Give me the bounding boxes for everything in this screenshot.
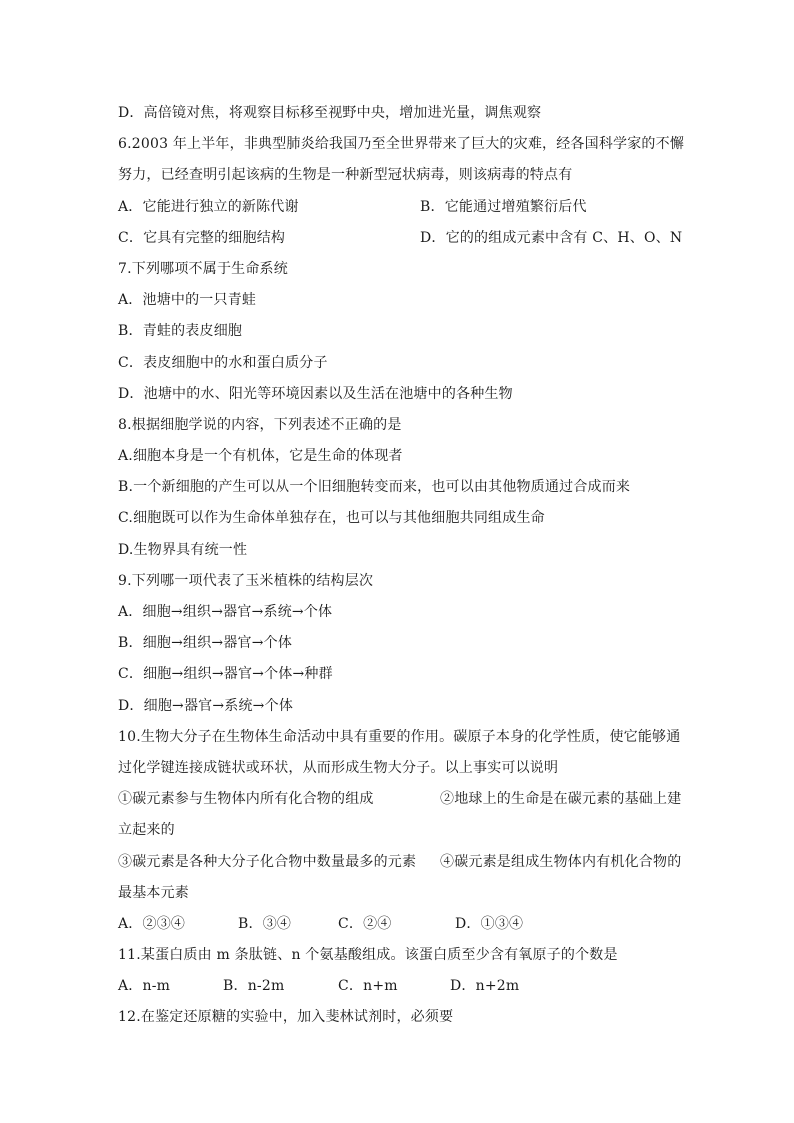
q11-options <box>118 971 688 1002</box>
q10-statement-2: ②地球上的生命是在碳元素的基础上建 <box>440 791 682 808</box>
q6-stem-line2: 努力，已经查明引起该病的生物是一种新型冠状病毒，则该病毒的特点有 <box>118 167 573 184</box>
q10-statements-row2 <box>118 847 688 878</box>
q6-option-b: B．它能通过增殖繁衍后代 <box>420 198 587 215</box>
q8-option-b: B.一个新细胞的产生可以从一个旧细胞转变而来，也可以由其他物质通过合成而来 <box>118 479 631 496</box>
q9-stem: 9.下列哪一项代表了玉米植株的结构层次 <box>118 572 374 589</box>
q10-statement-3: ③碳元素是各种大分子化合物中数量最多的元素 <box>118 853 417 870</box>
q6-stem-line1: 6.2003 年上半年，非典型肺炎给我国乃至全世界带来了巨大的灾难，经各国科学家的不懈 <box>118 136 685 153</box>
q11-option-a: A．n-m <box>118 978 171 995</box>
q10-stem-line2: 过化学键连接成链状或环状，从而形成生物大分子。以上事实可以说明 <box>118 759 559 776</box>
q5-option-d: D．高倍镜对焦，将观察目标移至视野中央，增加进光量，调焦观察 <box>118 105 542 121</box>
q9-option-b: B．细胞→组织→器官→个体 <box>118 635 293 652</box>
q6-options-row1 <box>118 192 688 223</box>
document-page <box>118 98 688 1034</box>
q10-statement-2-cont: 立起来的 <box>118 822 175 839</box>
q10-options <box>118 909 688 940</box>
q10-option-a: A．②③④ <box>118 915 186 932</box>
q7-option-b: B．青蛙的表皮细胞 <box>118 323 243 340</box>
q12-stem: 12.在鉴定还原糖的实验中，加入斐林试剂时，必须要 <box>118 1009 454 1026</box>
q10-stem-line1: 10.生物大分子在生物体生命活动中具有重要的作用。碳原子本身的化学性质，使它能够通 <box>118 728 681 745</box>
q7-option-d: D．池塘中的水、阳光等环境因素以及生活在池塘中的各种生物 <box>118 385 513 402</box>
q10-option-b: B．③④ <box>238 915 292 932</box>
q6-option-c: C．它具有完整的细胞结构 <box>118 229 286 246</box>
q11-option-d: D．n+2m <box>450 978 520 995</box>
q6-options-row2 <box>118 223 688 254</box>
q10-statement-1: ①碳元素参与生物体内所有化合物的组成 <box>118 791 374 808</box>
q7-option-a: A．池塘中的一只青蛙 <box>118 292 257 309</box>
q10-option-c: C．②④ <box>338 915 392 932</box>
q10-statement-4-cont: 最基本元素 <box>118 884 189 901</box>
q8-stem: 8.根据细胞学说的内容，下列表述不正确的是 <box>118 416 402 433</box>
q9-option-a: A．细胞→组织→器官→系统→个体 <box>118 604 333 620</box>
q6-option-d: D．它的的组成元素中含有 C、H、O、N <box>420 229 683 246</box>
q6-option-a: A．它能进行独立的新陈代谢 <box>118 198 299 215</box>
q7-option-c: C．表皮细胞中的水和蛋白质分子 <box>118 354 328 371</box>
q7-stem: 7.下列哪项不属于生命系统 <box>118 260 288 277</box>
q10-option-d: D．①③④ <box>455 915 524 932</box>
q11-option-b: B．n-2m <box>223 978 285 995</box>
q10-statements-row1 <box>118 784 688 815</box>
q8-option-d: D.生物界具有统一性 <box>118 541 248 558</box>
q10-statement-4: ④碳元素是组成生物体内有机化合物的 <box>440 853 682 870</box>
q9-option-c: C．细胞→组织→器官→个体→种群 <box>118 666 333 683</box>
q9-option-d: D．细胞→器官→系统→个体 <box>118 697 294 714</box>
q8-option-a: A.细胞本身是一个有机体，它是生命的体现者 <box>118 448 403 465</box>
q8-option-c: C.细胞既可以作为生命体单独存在，也可以与其他细胞共同组成生命 <box>118 510 545 527</box>
q11-option-c: C．n+m <box>338 978 398 995</box>
q11-stem: 11.某蛋白质由 m 条肽链、n 个氨基酸组成。该蛋白质至少含有氧原子的个数是 <box>118 947 618 964</box>
